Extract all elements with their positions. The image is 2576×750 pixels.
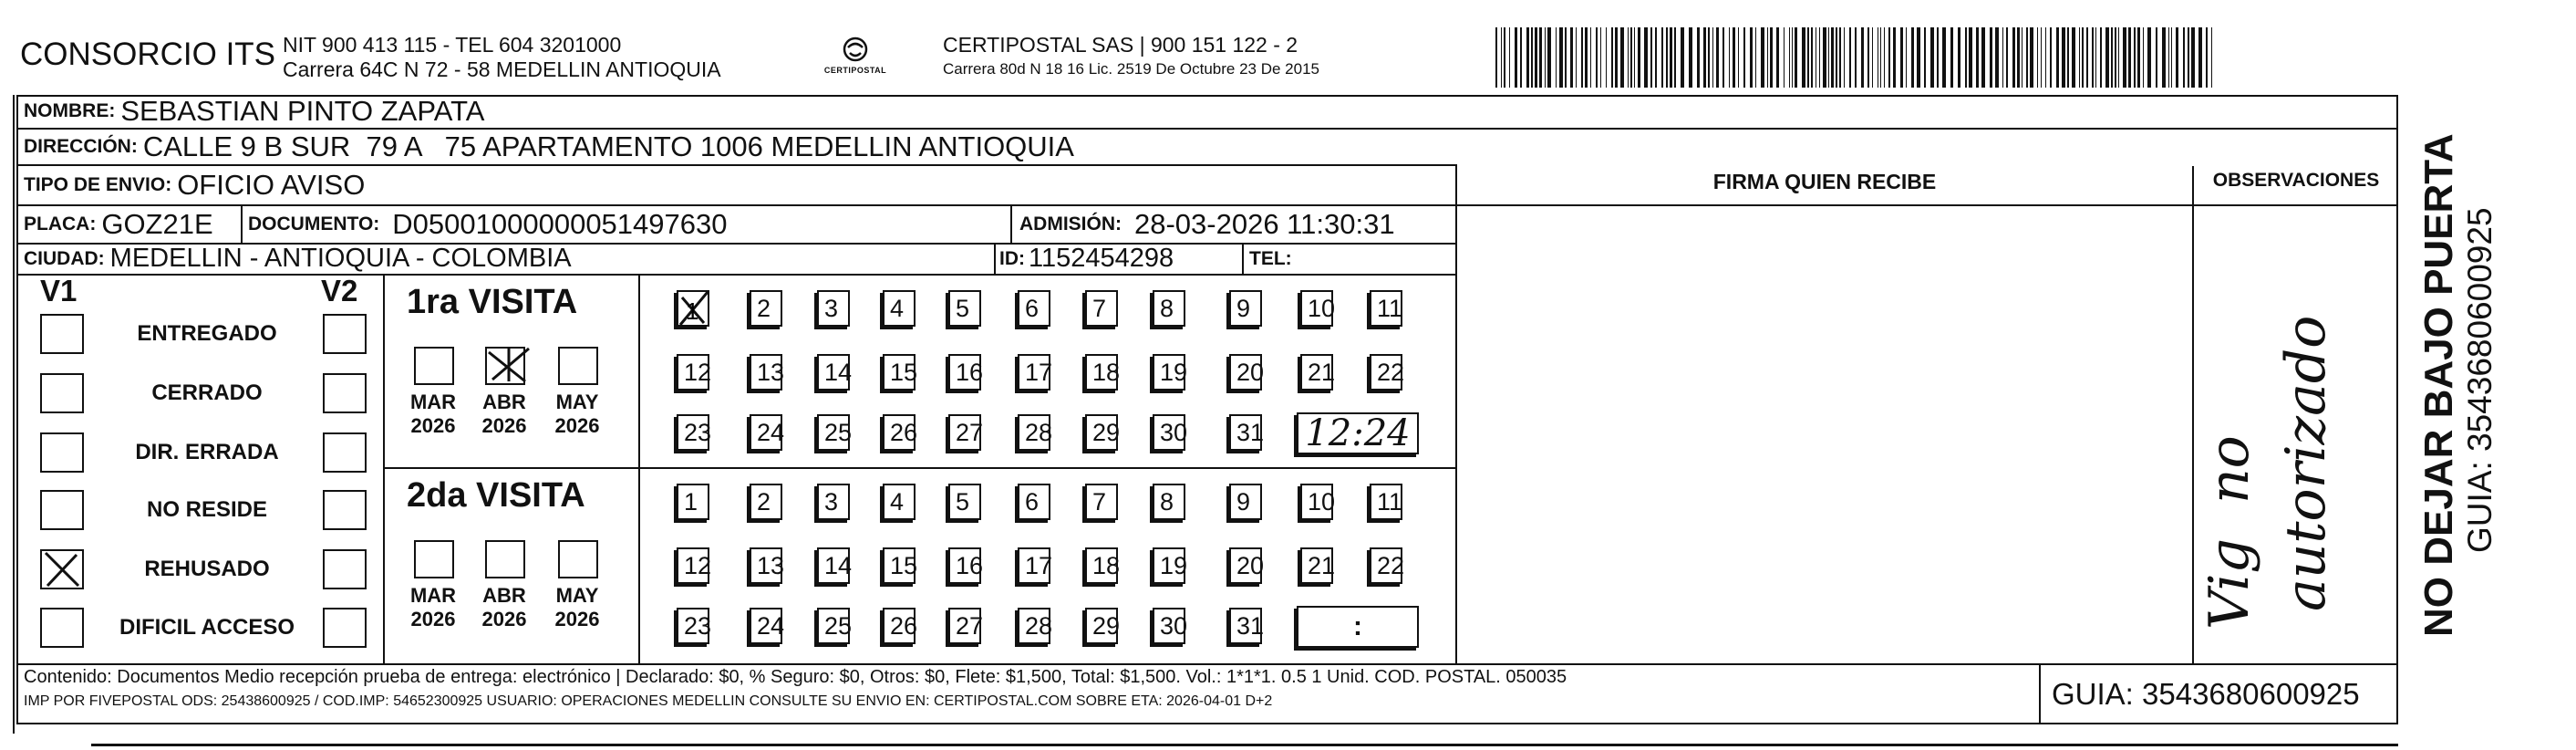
visit-2-month-checkbox-may[interactable]: [558, 540, 598, 578]
barcode-bar: [1836, 27, 1837, 88]
barcode-bar: [1738, 27, 1739, 88]
barcode-bar: [2143, 27, 2144, 88]
month-year: 2026: [554, 608, 600, 630]
barcode-bar: [2134, 27, 2136, 88]
visit-2-day-30[interactable]: 30: [1153, 608, 1185, 644]
barcode-bar: [1761, 27, 1764, 88]
placa-label: PLACA:: [24, 214, 97, 234]
status-label-no-reside: NO RESIDE: [146, 497, 268, 522]
nombre-row: [24, 95, 484, 128]
visit-2-day-5[interactable]: 5: [948, 484, 981, 520]
visit-1-day-9[interactable]: 9: [1229, 290, 1262, 327]
barcode-bar: [1581, 27, 1583, 88]
barcode-bar: [2067, 27, 2069, 88]
barcode-bar: [2050, 27, 2052, 88]
barcode-bar: [2118, 27, 2119, 88]
visit-1-day-13[interactable]: 13: [750, 354, 782, 391]
barcode-bar: [2162, 27, 2166, 88]
visit-1-month-checkbox-abr[interactable]: [485, 347, 525, 385]
barcode-bar: [1576, 27, 1577, 88]
visit-2-time-box[interactable]: [1297, 606, 1419, 648]
barcode-bar: [1755, 27, 1756, 88]
observaciones-handwriting-1: Vig no: [2198, 435, 2261, 630]
direccion-value: CALLE 9 B SUR 79 A 75 APARTAMENTO 1006 MEDELLIN ANTIOQUIA: [142, 130, 1074, 162]
barcode-bar: [1674, 27, 1676, 88]
visit-2-day-26[interactable]: 26: [883, 608, 916, 644]
barcode-bar: [1547, 27, 1551, 88]
barcode-bar: [2012, 27, 2015, 88]
documento-field: [248, 206, 727, 243]
barcode-bar: [1990, 27, 1992, 88]
barcode-bar: [2183, 27, 2185, 88]
barcode-bar: [1539, 27, 1542, 88]
barcode-bar: [1884, 27, 1885, 88]
admision-label: ADMISIÓN:: [1019, 214, 1122, 234]
v1-checkbox-no-reside[interactable]: [40, 490, 84, 530]
barcode-bar: [2082, 27, 2084, 88]
month-name: MAY: [555, 391, 599, 413]
visit-2-day-19[interactable]: 19: [1153, 547, 1185, 584]
barcode-bar: [2026, 27, 2028, 88]
barcode-bar: [2111, 27, 2113, 88]
visit-1-title: 1ra VISITA: [407, 283, 578, 321]
visit-2-day-11[interactable]: 11: [1370, 484, 1402, 520]
barcode-bar: [1666, 27, 1668, 88]
visit-2-day-6[interactable]: 6: [1018, 484, 1050, 520]
barcode-bar: [1501, 27, 1502, 88]
barcode-bar: [1570, 27, 1573, 88]
footer-contenido: Contenido: Documentos Medio recepción prueba de entrega: electrónico | Declarado: $0, % Seguro: $0, Otros: $0, Flete: $1,500, Total: $1,500. Vol.: 1*1*1. 0.5 1 Unid. COD. POSTAL. 050035: [24, 667, 1567, 687]
barcode-bar: [1650, 27, 1652, 88]
barcode-bar: [1906, 27, 1907, 88]
ciudad-value: MEDELLIN - ANTIOQUIA - COLOMBIA: [109, 244, 572, 273]
barcode-bar: [2030, 27, 2033, 88]
observaciones-label: OBSERVACIONES: [2212, 170, 2380, 191]
visit-2-day-23[interactable]: 23: [677, 608, 709, 644]
barcode-bar: [1823, 27, 1826, 88]
v2-checkbox-entregado[interactable]: [323, 314, 367, 354]
barcode-bar: [1819, 27, 1820, 88]
visit-1-day-23[interactable]: 23: [677, 414, 709, 451]
visit-2-day-1[interactable]: 1: [677, 484, 709, 520]
ciudad-label: CIUDAD:: [24, 247, 105, 269]
barcode-bar: [1712, 27, 1713, 88]
logo-text: CERTIPOSTAL: [823, 66, 887, 75]
barcode-bar: [2168, 27, 2169, 88]
barcode-bar: [1615, 27, 1618, 88]
direccion-row: [24, 130, 1074, 164]
barcode-bar: [2092, 27, 2094, 88]
month-year: 2026: [410, 414, 456, 437]
barcode-bar: [2006, 27, 2008, 88]
visit-2-month-checkbox-abr[interactable]: [485, 540, 525, 578]
barcode-bar: [1893, 27, 1896, 88]
nombre-value: SEBASTIAN PINTO ZAPATA: [120, 95, 485, 127]
month-name: MAY: [555, 584, 599, 607]
barcode-bar: [1867, 27, 1869, 88]
visit-1-day-19[interactable]: 19: [1153, 354, 1185, 391]
visit-2-day-27[interactable]: 27: [948, 608, 981, 644]
barcode-bar: [1937, 27, 1939, 88]
visit-1-day-22[interactable]: 22: [1370, 354, 1402, 391]
barcode-bar: [1495, 27, 1497, 88]
barcode-bar: [2191, 27, 2195, 88]
barcode-bar: [1811, 27, 1813, 88]
barcode-bar: [1855, 27, 1857, 88]
id-value: 1152454298: [1029, 244, 1174, 273]
barcode-bar: [2171, 27, 2172, 88]
visit-2-day-12[interactable]: 12: [677, 547, 709, 584]
barcode-bar: [1839, 27, 1841, 88]
barcode-bar: [1644, 27, 1648, 88]
barcode-bar: [1776, 27, 1779, 88]
barcode-bar: [1606, 27, 1607, 88]
barcode-bar: [1872, 27, 1873, 88]
barcode-bar: [1844, 27, 1845, 88]
side-warning: NO DEJAR BAJO PUERTA: [2416, 133, 2461, 637]
barcode-bar: [1628, 27, 1629, 88]
v2-header: V2: [321, 274, 358, 307]
month-name: ABR: [482, 391, 526, 413]
visit-2-day-17[interactable]: 17: [1018, 547, 1050, 584]
barcode-bar: [1733, 27, 1735, 88]
visit-1-day-8[interactable]: 8: [1153, 290, 1185, 327]
barcode-bar: [1520, 27, 1522, 88]
barcode-bar: [1795, 27, 1797, 88]
barcode-bar: [2211, 27, 2212, 88]
tipo-envio-label: TIPO DE ENVIO:: [24, 174, 172, 195]
visit-2-day-10[interactable]: 10: [1300, 484, 1333, 520]
barcode-bar: [1965, 27, 1967, 88]
v1-checkbox-dir-errada[interactable]: [40, 432, 84, 473]
barcode-bar: [1770, 27, 1773, 88]
barcode-bar: [1880, 27, 1881, 88]
certipostal-logo: [810, 35, 901, 80]
month-name: MAR: [409, 391, 457, 413]
visit-1-day-31[interactable]: 31: [1229, 414, 1262, 451]
barcode-bar: [1917, 27, 1920, 88]
visit-1-day-12[interactable]: 12: [677, 354, 709, 391]
svg-text:1: 1: [686, 297, 699, 325]
company-name: CONSORCIO ITS: [20, 36, 276, 72]
v2-checkbox-rehusado[interactable]: [323, 549, 367, 589]
visit-1-day-7[interactable]: 7: [1085, 290, 1118, 327]
barcode-bar: [1750, 27, 1753, 88]
barcode-bar: [2115, 27, 2116, 88]
side-guia: GUIA: 3543680600925: [2461, 207, 2498, 553]
barcode-bar: [1716, 27, 1719, 88]
barcode-bar: [1556, 27, 1557, 88]
visit-2-day-18[interactable]: 18: [1085, 547, 1118, 584]
id-field: [999, 244, 1174, 274]
nit-line: NIT 900 413 115 - TEL 604 3201000: [283, 33, 622, 57]
visit-1-day-25[interactable]: 25: [817, 414, 850, 451]
visit-2-day-7[interactable]: 7: [1085, 484, 1118, 520]
visit-1-day-18[interactable]: 18: [1085, 354, 1118, 391]
v1-checkbox-cerrado[interactable]: [40, 373, 84, 413]
barcode-bar: [1792, 27, 1793, 88]
barcode-bar: [1535, 27, 1537, 88]
visit-2-title: 2da VISITA: [407, 476, 585, 515]
barcode-bar: [2041, 27, 2042, 88]
visit-1-month-checkbox-mar[interactable]: [414, 347, 454, 385]
barcode-bar: [2206, 27, 2208, 88]
visit-2-month-label-mar: [403, 584, 463, 631]
barcode-bar: [2045, 27, 2046, 88]
visit-1-day-21[interactable]: 21: [1300, 354, 1333, 391]
v2-checkbox-dificil-acceso[interactable]: [323, 608, 367, 648]
admision-value: 28-03-2026 11:30:31: [1134, 208, 1395, 240]
visit-1-day-5[interactable]: 5: [948, 290, 981, 327]
visit-1-day-30[interactable]: 30: [1153, 414, 1185, 451]
visit-1-day-6[interactable]: 6: [1018, 290, 1050, 327]
visit-2-month-label-abr: [474, 584, 534, 631]
visit-2-day-20[interactable]: 20: [1229, 547, 1262, 584]
barcode-bar: [2123, 27, 2126, 88]
barcode-bar: [1504, 27, 1505, 88]
visit-2-day-29[interactable]: 29: [1085, 608, 1118, 644]
barcode-bar: [1723, 27, 1724, 88]
barcode-bar: [1995, 27, 1999, 88]
barcode-bar: [1789, 27, 1790, 88]
barcode-bar: [1969, 27, 1972, 88]
barcode-bar: [1861, 27, 1864, 88]
visit-1-month-label-may: [547, 391, 607, 438]
barcode-bar: [1565, 27, 1567, 88]
barcode-bar: [1585, 27, 1588, 88]
visit-1-day-16[interactable]: 16: [948, 354, 981, 391]
barcode-bar: [1661, 27, 1663, 88]
visit-2-day-16[interactable]: 16: [948, 547, 981, 584]
tipo-envio-value: OFICIO AVISO: [177, 169, 366, 201]
barcode-bar: [1515, 27, 1517, 88]
barcode-bar: [1703, 27, 1706, 88]
barcode-bar: [1950, 27, 1953, 88]
barcode-bar: [1620, 27, 1624, 88]
barcode-bar: [2017, 27, 2020, 88]
visit-2-month-checkbox-mar[interactable]: [414, 540, 454, 578]
visit-2-day-8[interactable]: 8: [1153, 484, 1185, 520]
barcode-bar: [1849, 27, 1851, 88]
barcode-bar: [1708, 27, 1710, 88]
visit-2-day-21[interactable]: 21: [1300, 547, 1333, 584]
barcode-bar: [1802, 27, 1805, 88]
visit-1-day-3[interactable]: 3: [817, 290, 850, 327]
barcode-bar: [1611, 27, 1613, 88]
barcode-bar: [2086, 27, 2088, 88]
observaciones-handwriting-2: autorizado: [2274, 315, 2338, 611]
admision-field: [1019, 206, 1395, 243]
v2-checkbox-dir-errada[interactable]: [323, 432, 367, 473]
status-label-dir-errada: DIR. ERRADA: [135, 440, 279, 464]
barcode-bar: [2100, 27, 2102, 88]
visit-1-day-28[interactable]: 28: [1018, 414, 1050, 451]
barcode-bar: [1807, 27, 1809, 88]
barcode-bar: [2128, 27, 2131, 88]
visit-1-day-4[interactable]: 4: [883, 290, 916, 327]
visit-2-day-15[interactable]: 15: [883, 547, 916, 584]
barcode-bar: [1681, 27, 1684, 88]
v1-checkbox-dificil-acceso[interactable]: [40, 608, 84, 648]
barcode-bar: [1697, 27, 1700, 88]
visit-1-day-27[interactable]: 27: [948, 414, 981, 451]
barcode-bar: [1655, 27, 1657, 88]
status-label-dificil-acceso: DIFICIL ACCESO: [119, 615, 295, 640]
visit-1-day-2[interactable]: 2: [750, 290, 782, 327]
barcode-bar: [1545, 27, 1546, 88]
barcode-bar: [1976, 27, 1979, 88]
barcode-bar: [1526, 27, 1529, 88]
tipo-envio-row: [24, 166, 365, 204]
barcode-bar: [2176, 27, 2178, 88]
visit-2-day-13[interactable]: 13: [750, 547, 782, 584]
footer-guia: GUIA: 3543680600925: [2052, 677, 2360, 711]
footer-imp: IMP POR FIVEPOSTAL ODS: 25438600925 / COD.IMP: 54652300925 USUARIO: OPERACIONES MEDELLIN CONSULTE SU ENVIO EN: CERTIPOSTAL.COM SOBRE ETA: 2026-04-01 D+2: [24, 693, 1273, 709]
visit-1-day-26[interactable]: 26: [883, 414, 916, 451]
barcode-bar: [1743, 27, 1745, 88]
visit-1-day-15[interactable]: 15: [883, 354, 916, 391]
barcode-bar: [2095, 27, 2096, 88]
documento-label: DOCUMENTO:: [248, 214, 380, 234]
visit-1-day-11[interactable]: 11: [1370, 290, 1402, 327]
barcode-bar: [1634, 27, 1635, 88]
visit-2-day-2[interactable]: 2: [750, 484, 782, 520]
barcode-bar: [1670, 27, 1672, 88]
barcode-bar: [2156, 27, 2157, 88]
barcode-bar: [2062, 27, 2065, 88]
certipostal-license: Carrera 80d N 18 16 Lic. 2519 De Octubre 23 De 2015: [943, 60, 1319, 78]
tel-field: [1249, 244, 1292, 274]
month-name: MAR: [409, 584, 457, 607]
barcode-bar: [1596, 27, 1598, 88]
visit-2-day-31[interactable]: 31: [1229, 608, 1262, 644]
visit-1-day-29[interactable]: 29: [1085, 414, 1118, 451]
barcode-bar: [1924, 27, 1926, 88]
v1-checkbox-rehusado[interactable]: [40, 549, 84, 589]
visit-2-day-25[interactable]: 25: [817, 608, 850, 644]
barcode-bar: [2002, 27, 2003, 88]
barcode-bar: [1888, 27, 1890, 88]
v1-checkbox-entregado[interactable]: [40, 314, 84, 354]
barcode-bar: [1828, 27, 1829, 88]
visit-2-day-3[interactable]: 3: [817, 484, 850, 520]
barcode-bar: [2022, 27, 2023, 88]
barcode-bar: [1942, 27, 1946, 88]
barcode-bar: [2188, 27, 2189, 88]
status-label-rehusado: REHUSADO: [144, 557, 270, 581]
month-year: 2026: [554, 414, 600, 437]
barcode-bar: [1767, 27, 1768, 88]
ciudad-field: [24, 244, 572, 274]
barcode-bar: [1630, 27, 1632, 88]
placa-value: GOZ21E: [101, 208, 213, 240]
visit-1-month-checkbox-may[interactable]: [558, 347, 598, 385]
visit-2-day-24[interactable]: 24: [750, 608, 782, 644]
visit-1-day-24[interactable]: 24: [750, 414, 782, 451]
documento-value: D05001000000051497630: [392, 208, 728, 240]
visit-2-time-value: :: [1353, 611, 1362, 641]
visit-1-time-value: 12:24: [1305, 412, 1411, 454]
barcode-bar: [1831, 27, 1834, 88]
visit-1-day-20[interactable]: 20: [1229, 354, 1262, 391]
direccion-label: DIRECCIÓN:: [24, 136, 138, 157]
barcode-bar: [2056, 27, 2059, 88]
visit-1-time-box[interactable]: [1297, 412, 1419, 454]
month-year: 2026: [410, 608, 456, 630]
barcode-bar: [2147, 27, 2151, 88]
visit-1-day-14[interactable]: 14: [817, 354, 850, 391]
barcode-bar: [1784, 27, 1785, 88]
barcode-bar: [1531, 27, 1533, 88]
visit-2-day-28[interactable]: 28: [1018, 608, 1050, 644]
barcode-bar: [2079, 27, 2080, 88]
nombre-label: NOMBRE:: [24, 100, 116, 121]
barcode-bar: [1600, 27, 1601, 88]
month-year: 2026: [481, 608, 527, 630]
barcode-bar: [1981, 27, 1985, 88]
barcode-bar: [1559, 27, 1563, 88]
visit-2-day-4[interactable]: 4: [883, 484, 916, 520]
barcode-bar: [1638, 27, 1640, 88]
visit-1-day-1[interactable]: [677, 290, 709, 327]
visit-1-day-17[interactable]: 17: [1018, 354, 1050, 391]
visit-2-day-22[interactable]: 22: [1370, 547, 1402, 584]
visit-1-month-label-abr: [474, 391, 534, 438]
certipostal-line: CERTIPOSTAL SAS | 900 151 122 - 2: [943, 33, 1298, 57]
barcode-bar: [1509, 27, 1510, 88]
v2-checkbox-cerrado[interactable]: [323, 373, 367, 413]
month-name: ABR: [482, 584, 526, 607]
status-label-entregado: ENTREGADO: [137, 321, 277, 346]
visit-1-month-label-mar: [403, 391, 463, 438]
barcode-bar: [1900, 27, 1903, 88]
barcode-bar: [1590, 27, 1591, 88]
visit-2-day-14[interactable]: 14: [817, 547, 850, 584]
visit-2-day-9[interactable]: 9: [1229, 484, 1262, 520]
v1-header: V1: [40, 274, 78, 307]
barcode-bar: [2105, 27, 2109, 88]
barcode-bar: [1729, 27, 1730, 88]
placa-field: [24, 206, 213, 243]
tel-label: TEL:: [1249, 247, 1292, 269]
barcode-bar: [2137, 27, 2140, 88]
v2-checkbox-no-reside[interactable]: [323, 490, 367, 530]
barcode: [1495, 27, 2225, 88]
barcode-bar: [2037, 27, 2038, 88]
barcode-bar: [1958, 27, 1960, 88]
firma-label: FIRMA QUIEN RECIBE: [1712, 170, 1937, 193]
visit-2-month-label-may: [547, 584, 607, 631]
barcode-bar: [2198, 27, 2202, 88]
barcode-bar: [1911, 27, 1914, 88]
barcode-bar: [1689, 27, 1692, 88]
barcode-bar: [1930, 27, 1934, 88]
visit-1-day-10[interactable]: 10: [1300, 290, 1333, 327]
month-year: 2026: [481, 414, 527, 437]
id-label: ID:: [999, 247, 1025, 269]
barcode-bar: [2072, 27, 2075, 88]
company-address: Carrera 64C N 72 - 58 MEDELLIN ANTIOQUIA: [283, 57, 721, 81]
status-label-cerrado: CERRADO: [151, 380, 263, 405]
